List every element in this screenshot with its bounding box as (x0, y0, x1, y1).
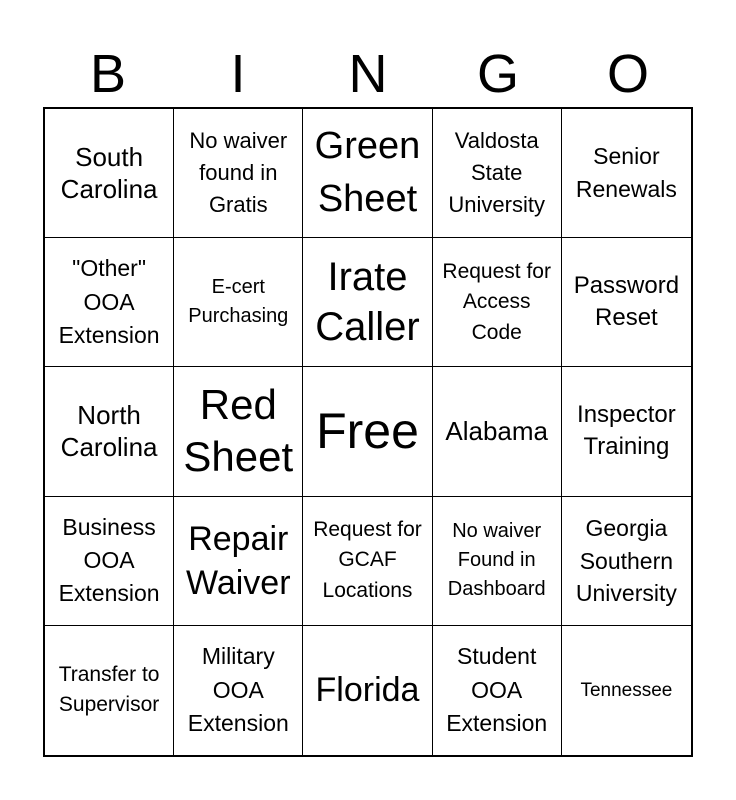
cell-label: E-cert Purchasing (188, 276, 289, 328)
bingo-cell[interactable] (562, 109, 691, 238)
bingo-cell[interactable] (562, 367, 691, 496)
cell-label: Password Reset (573, 271, 680, 332)
header-letter-o: O (606, 44, 649, 104)
bingo-cell[interactable] (562, 626, 691, 755)
cell-label: No waiver found in Gratis (189, 128, 288, 218)
header-letter-g: G (476, 44, 519, 104)
bingo-cell[interactable] (174, 497, 303, 626)
bingo-cell[interactable] (174, 626, 303, 755)
cell-label: Transfer to Supervisor (58, 662, 160, 717)
bingo-cell[interactable] (174, 109, 303, 238)
header-letter-n: N (348, 44, 388, 104)
bingo-cell[interactable] (174, 238, 303, 367)
cell-label: Red Sheet (183, 380, 294, 481)
cell-label: South Carolina (60, 141, 158, 205)
header-letter-i: I (230, 44, 246, 104)
cell-label: Request for Access Code (442, 259, 551, 344)
bingo-cell[interactable] (433, 367, 562, 496)
bingo-cell[interactable] (433, 497, 562, 626)
bingo-cell[interactable] (45, 626, 174, 755)
bingo-cell[interactable] (562, 497, 691, 626)
cell-label: "Other" OOA Extension (58, 255, 160, 348)
bingo-cell[interactable] (303, 109, 432, 238)
bingo-cell[interactable] (45, 238, 174, 367)
bingo-cell[interactable] (562, 238, 691, 367)
cell-label: Valdosta State University (448, 128, 545, 218)
free-space-label: Free (316, 403, 419, 460)
bingo-cell[interactable] (303, 497, 432, 626)
cell-label: Alabama (445, 416, 548, 447)
bingo-cell[interactable] (433, 626, 562, 755)
bingo-header (43, 40, 693, 108)
cell-label: North Carolina (60, 399, 158, 463)
cell-label: Georgia Southern University (575, 515, 677, 606)
cell-label: Florida (315, 670, 420, 709)
cell-label: Senior Renewals (575, 142, 677, 203)
cell-label: No waiver Found in Dashboard (447, 520, 546, 601)
bingo-cell[interactable] (303, 626, 432, 755)
header-letter-b: B (89, 44, 127, 104)
bingo-card-grid (43, 107, 693, 757)
bingo-cell[interactable] (45, 497, 174, 626)
cell-label: Student OOA Extension (446, 643, 548, 737)
free-space-cell[interactable] (303, 367, 432, 496)
cell-label: Repair Waiver (186, 519, 291, 602)
bingo-cell[interactable] (433, 238, 562, 367)
bingo-cell[interactable] (433, 109, 562, 238)
cell-label: Irate Caller (315, 255, 420, 350)
cell-label: Tennessee (580, 679, 673, 701)
bingo-cell[interactable] (45, 109, 174, 238)
cell-label: Business OOA Extension (58, 513, 160, 607)
bingo-cell[interactable] (45, 367, 174, 496)
cell-label: Request for GCAF Locations (313, 518, 422, 602)
bingo-cell[interactable] (174, 367, 303, 496)
cell-label: Inspector Training (577, 401, 676, 461)
cell-label: Military OOA Extension (187, 643, 289, 737)
cell-label: Green Sheet (314, 124, 421, 221)
bingo-cell[interactable] (303, 238, 432, 367)
